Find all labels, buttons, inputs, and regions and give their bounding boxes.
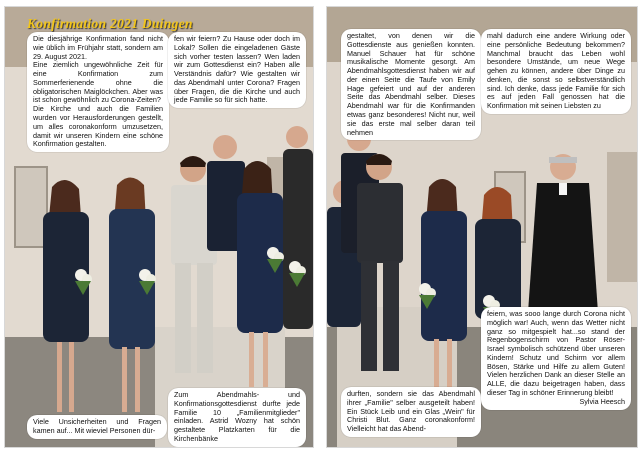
intro-paragraph-2: Eine ziemlich ungewöhnliche Zeit für eine Konfirmation zum Sommerferienende ohne die obligatorischen Maiglöckchen. Aber was ist schon gewöhnlich zu Corona-Zeiten? — [33, 60, 163, 105]
text-box-intro — [27, 32, 169, 152]
text-box-abendmahl — [341, 29, 481, 140]
abendmahl-paragraph: gestaltet, von denen wir die Gottesdienste aus genießen konnten. Manuel Schauer hat für schöne musikalische Momente gesorgt. Am Abendmahlsgottesdienst haben wir auf der einen Seite die Taufe von Emily Hage gefeiert und auf der anderen Seite das Abendmahl selber. Dieses Abendmahl war für die Konfirmanden etwas ganz besonderes! Nicht nur, weil sie das erste mal selber daran teil nehmen — [347, 31, 475, 137]
intro-paragraph-1: Die diesjährige Konfirmation fand nicht wie üblich im Frühjahr statt, sondern am 29. August 2021. — [33, 34, 163, 61]
family-paragraph: durften, sondern sie das Abendmahl ihrer „Familie" selber ausgeteilt haben! Ein Stück Leib und ein Glas „Wein" für Christi Blut. Ganz coronakonform! Vielleicht hat das Abend- — [347, 389, 475, 434]
page-title: Konfirmation 2021 Duingen — [27, 16, 193, 31]
reflection-paragraph: mahl dadurch eine andere Wirkung oder eine persönliche Bedeutung bekommen? Manchmal braucht das Leben wohl besondere Umstände, um neue Wege gehen zu können, andere über Dinge zu denken, die sonst so selbstverständlich sind. Ich denke, dass jede Familie für sich es auf jeden Fall genossen hat die Konfirmation mit seinen Liebsten zu — [487, 31, 625, 111]
seating-paragraph: Zum Abendmahls- und Konfirmationsgottesdienst durfte jede Familie 10 „Familienmitglieder" einladen. Astrid Wozny hat schön gestaltete Platzkarten für die Kirchenbänke — [174, 390, 300, 443]
text-box-questions — [168, 32, 306, 108]
thanks-paragraph: feiern, was sooo lange durch Corona nicht möglich war! Auch, wenn das Wetter nicht ganz so mitgespielt hat...so stand der Regenbogenschirm von Pastor Röser-Israel symbolisch schützend über unseren Kindern! Schutz und Schirm vor allem Bösen, Stärke und Hilfe zu allem Guten! Vielen herzlichen Dank an dieser Stelle an ALLE, die dazu beigetragen haben, dass dieser Tag in schöner Erinnerung bleibt! — [487, 309, 625, 398]
intro-paragraph-3: Die Kirche und auch die Familien wurden vor Herausforderungen gestellt, um alles coronakonform umzusetzen, damit wir unseren Kindern eine schöne Konfirmation gestalten. — [33, 104, 163, 149]
text-box-uncertainty — [27, 415, 167, 439]
questions-paragraph: fen wir feiern? Zu Hause oder doch im Lokal? Sollen die eingeladenen Gäste sich vorher testen lassen? Wen laden wir zum Gottesdienst ein? Haben alle Verständnis dafür? Wie gestalten wir das Abendmahl unter Corona? Fragen über Fragen, die die Kirche und auch jede Familie so für sich hatte. — [174, 34, 300, 105]
text-box-seating — [168, 388, 306, 447]
right-page — [326, 6, 638, 448]
author-signature: Sylvia Heesch — [579, 396, 625, 406]
confirmand-figure-6 — [283, 126, 313, 329]
text-box-reflection — [481, 29, 631, 114]
text-box-thanks — [481, 307, 631, 410]
uncertainty-paragraph: Viele Unsicherheiten und Fragen kamen auf... Mit wieviel Personen dür- — [33, 417, 161, 435]
left-page — [4, 6, 314, 448]
text-box-family — [341, 387, 481, 437]
